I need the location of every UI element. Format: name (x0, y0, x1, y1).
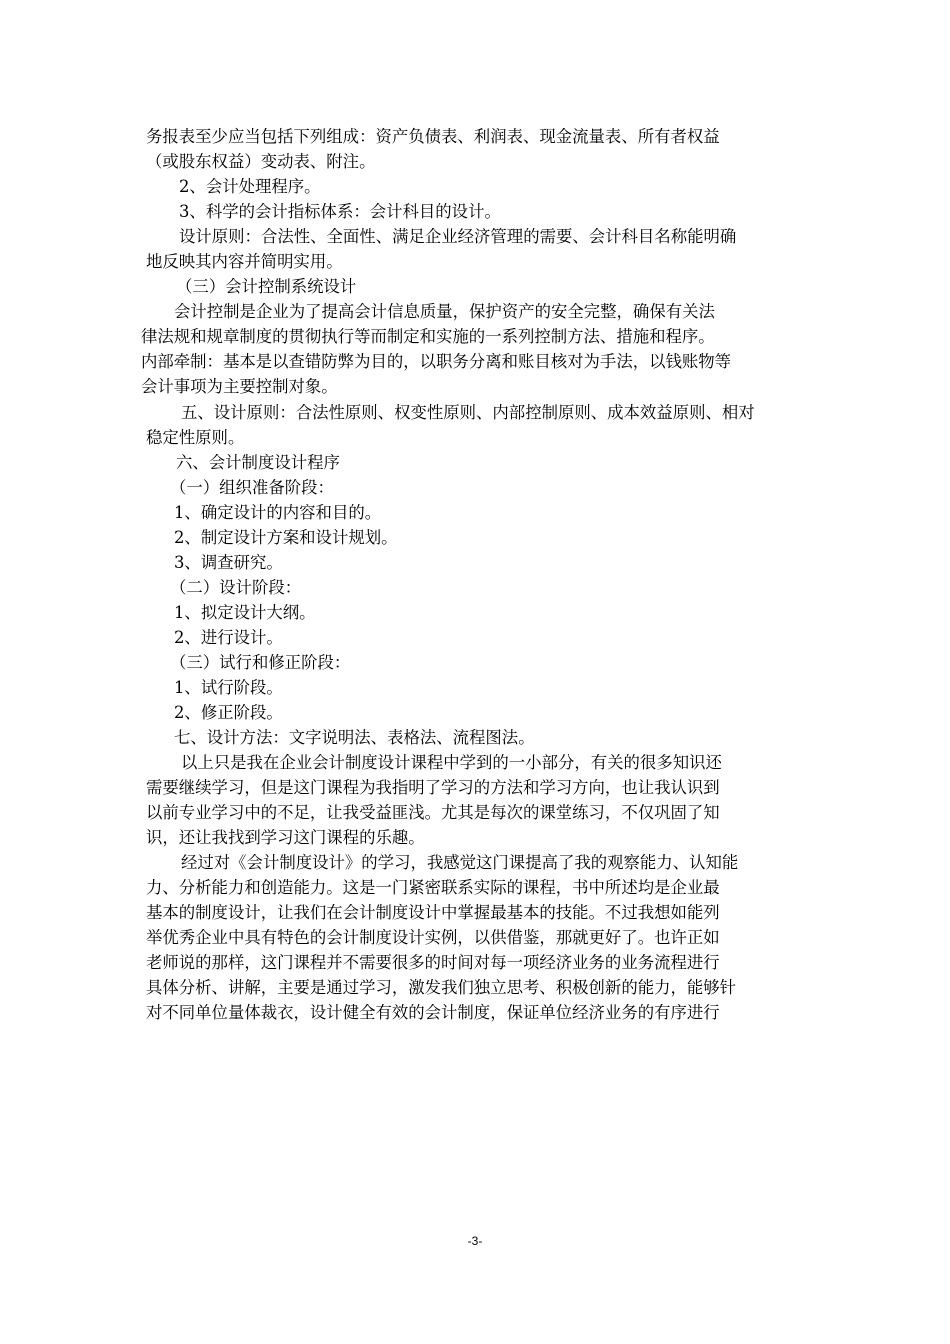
text-line: （三）试行和修正阶段： (170, 653, 351, 672)
list-item: 1、拟定设计大纲。 (174, 603, 316, 622)
section-heading: （三）会计控制系统设计 (176, 277, 357, 296)
text-line: 以前专业学习中的不足，让我受益匪浅。尤其是每次的课堂练习，不仅巩固了知 (146, 803, 720, 822)
text-line: 举优秀企业中具有特色的会计制度设计实例，以供借鉴，那就更好了。也许正如 (146, 928, 720, 947)
text-line: 对不同单位量体裁衣，设计健全有效的会计制度，保证单位经济业务的有序进行 (146, 1003, 720, 1022)
list-item: 3、调查研究。 (174, 553, 283, 572)
text-line: 务报表至少应当包括下列组成：资产负债表、利润表、现金流量表、所有者权益 (146, 127, 720, 146)
text-line: 经过对《会计制度设计》的学习，我感觉这门课提高了我的观察能力、认知能 (181, 853, 739, 872)
list-item: 2、制定设计方案和设计规划。 (174, 528, 398, 547)
section-heading: 七、设计方法：文字说明法、表格法、流程图法。 (174, 728, 535, 747)
text-line: 五、设计原则：合法性原则、权变性原则、内部控制原则、成本效益原则、相对 (181, 403, 755, 422)
text-line: （或股东权益）变动表、附注。 (146, 152, 376, 171)
text-line: 内部牵制：基本是以查错防弊为目的，以职务分离和账目核对为手法，以钱账物等 (141, 352, 732, 371)
section-heading: 六、会计制度设计程序 (176, 453, 340, 472)
text-line: 会计控制是企业为了提高会计信息质量，保护资产的安全完整，确保有关法 (174, 302, 715, 321)
text-line: 2、会计处理程序。 (179, 177, 321, 196)
page-number: -3- (467, 1234, 483, 1248)
text-line: （二）设计阶段： (170, 578, 302, 597)
list-item: 1、确定设计的内容和目的。 (174, 503, 382, 522)
text-line: （一）组织准备阶段： (170, 478, 334, 497)
text-line: 基本的制度设计，让我们在会计制度设计中掌握最基本的技能。不过我想如能列 (146, 903, 720, 922)
text-line: 老师说的那样，这门课程并不需要很多的时间对每一项经济业务的业务流程进行 (146, 953, 720, 972)
text-line: 具体分析、讲解，主要是通过学习，激发我们独立思考、积极创新的能力，能够针 (146, 978, 737, 997)
text-line: 需要继续学习，但是这门课程为我指明了学习的方法和学习方向，也让我认识到 (146, 778, 720, 797)
text-line: 律法规和规章制度的贯彻执行等而制定和实施的一系列控制方法、措施和程序。 (141, 327, 715, 346)
text-line: 3、科学的会计指标体系：会计科目的设计。 (179, 202, 501, 221)
text-line: 稳定性原则。 (146, 428, 245, 447)
text-line: 地反映其内容并简明实用。 (146, 252, 343, 271)
list-item: 1、试行阶段。 (174, 678, 283, 697)
text-line: 以上只是我在企业会计制度设计课程中学到的一小部分，有关的很多知识还 (181, 753, 722, 772)
text-line: 力、分析能力和创造能力。这是一门紧密联系实际的课程，书中所述均是企业最 (146, 878, 720, 897)
list-item: 2、修正阶段。 (174, 703, 283, 722)
text-line: 会计事项为主要控制对象。 (141, 377, 338, 396)
text-line: 设计原则：合法性、全面性、满足企业经济管理的需要、会计科目名称能明确 (179, 227, 737, 246)
list-item: 2、进行设计。 (174, 628, 283, 647)
text-line: 识，还让我找到学习这门课程的乐趣。 (146, 828, 425, 847)
